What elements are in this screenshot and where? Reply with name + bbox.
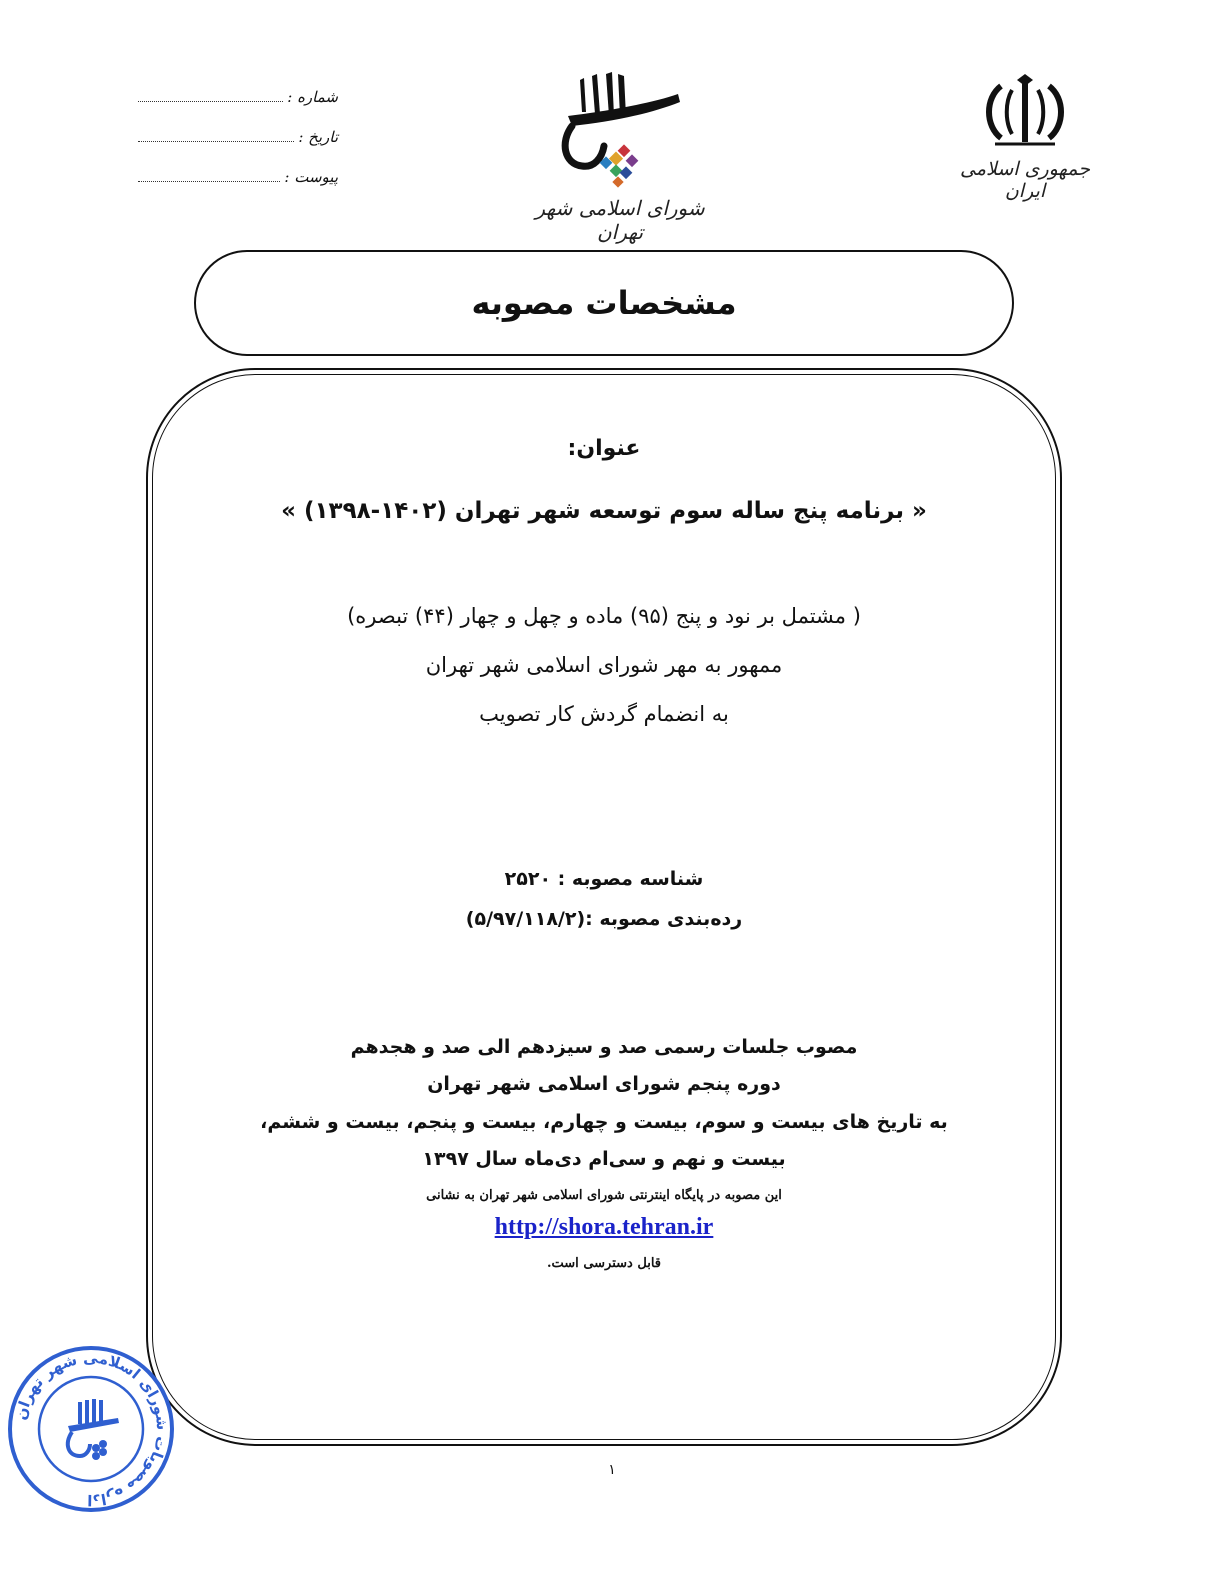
iran-emblem-icon (955, 72, 1095, 152)
content-frame-inner (152, 374, 1056, 1440)
description-line-3: به انضمام گردش کار تصویب (479, 702, 729, 726)
attachment-dots (138, 180, 280, 182)
attachment-field (138, 166, 338, 186)
emblem-caption: جمهوری اسلامی ایران (960, 158, 1090, 202)
council-stamp (6, 1344, 176, 1514)
website-row (152, 1214, 1056, 1241)
approval-line-2: دوره پنجم شورای اسلامی شهر تهران (427, 1073, 781, 1095)
number-label: شماره : (287, 88, 338, 106)
stamp-text: اداره مصوبات شورای اسلامی شهر تهران (11, 1348, 172, 1510)
date-label: تاریخ : (298, 128, 338, 146)
description-line-2: ممهور به مهر شورای اسلامی شهر تهران (425, 653, 783, 677)
subject-title: « برنامه پنج ساله سوم توسعه شهر تهران (۱۴۰۲-۱۳۹۸) » (281, 498, 927, 524)
subject-label: عنوان: (567, 436, 641, 461)
website-link[interactable]: http://shora.tehran.ir (494, 1214, 714, 1240)
title-banner (194, 250, 1014, 356)
stamp-logo (68, 1399, 119, 1460)
page-number: ۱ (608, 1462, 616, 1478)
approval-line-3: به تاریخ های بیست و سوم، بیست و چهارم، بیست و پنجم، بیست و ششم، (260, 1111, 948, 1133)
availability-note: این مصوبه در پایگاه اینترنتی شورای اسلامی شهر تهران به نشانی (426, 1188, 782, 1203)
date-field (138, 126, 338, 146)
classification-code: رده‌بندی مصوبه :(۵/۹۷/۱۱۸/۲) (465, 908, 743, 930)
availability-suffix: قابل دسترسی است. (547, 1256, 661, 1271)
council-logo-icon (520, 72, 720, 196)
iran-emblem (955, 72, 1095, 202)
council-logo-caption: شورای اسلامی شهر تهران (535, 196, 705, 244)
date-dots (138, 140, 294, 142)
attachment-label: پیوست : (284, 168, 338, 186)
number-dots (138, 100, 283, 102)
approval-line-1: مصوب جلسات رسمی صد و سیزدهم الی صد و هجدهم (350, 1036, 858, 1058)
number-field (138, 86, 338, 106)
banner-title: مشخصات مصوبه (471, 284, 737, 322)
approval-id: شناسه مصوبه : ۲۵۲۰ (504, 868, 704, 890)
council-logo (520, 72, 720, 244)
description-line-1: ( مشتمل بر نود و پنج (۹۵) ماده و چهل و چهار (۴۴) تبصره) (347, 604, 861, 628)
council-stamp-icon (6, 1344, 176, 1514)
approval-line-4: بیست و نهم و سی‌ام دی‌ماه سال ۱۳۹۷ (422, 1148, 786, 1170)
